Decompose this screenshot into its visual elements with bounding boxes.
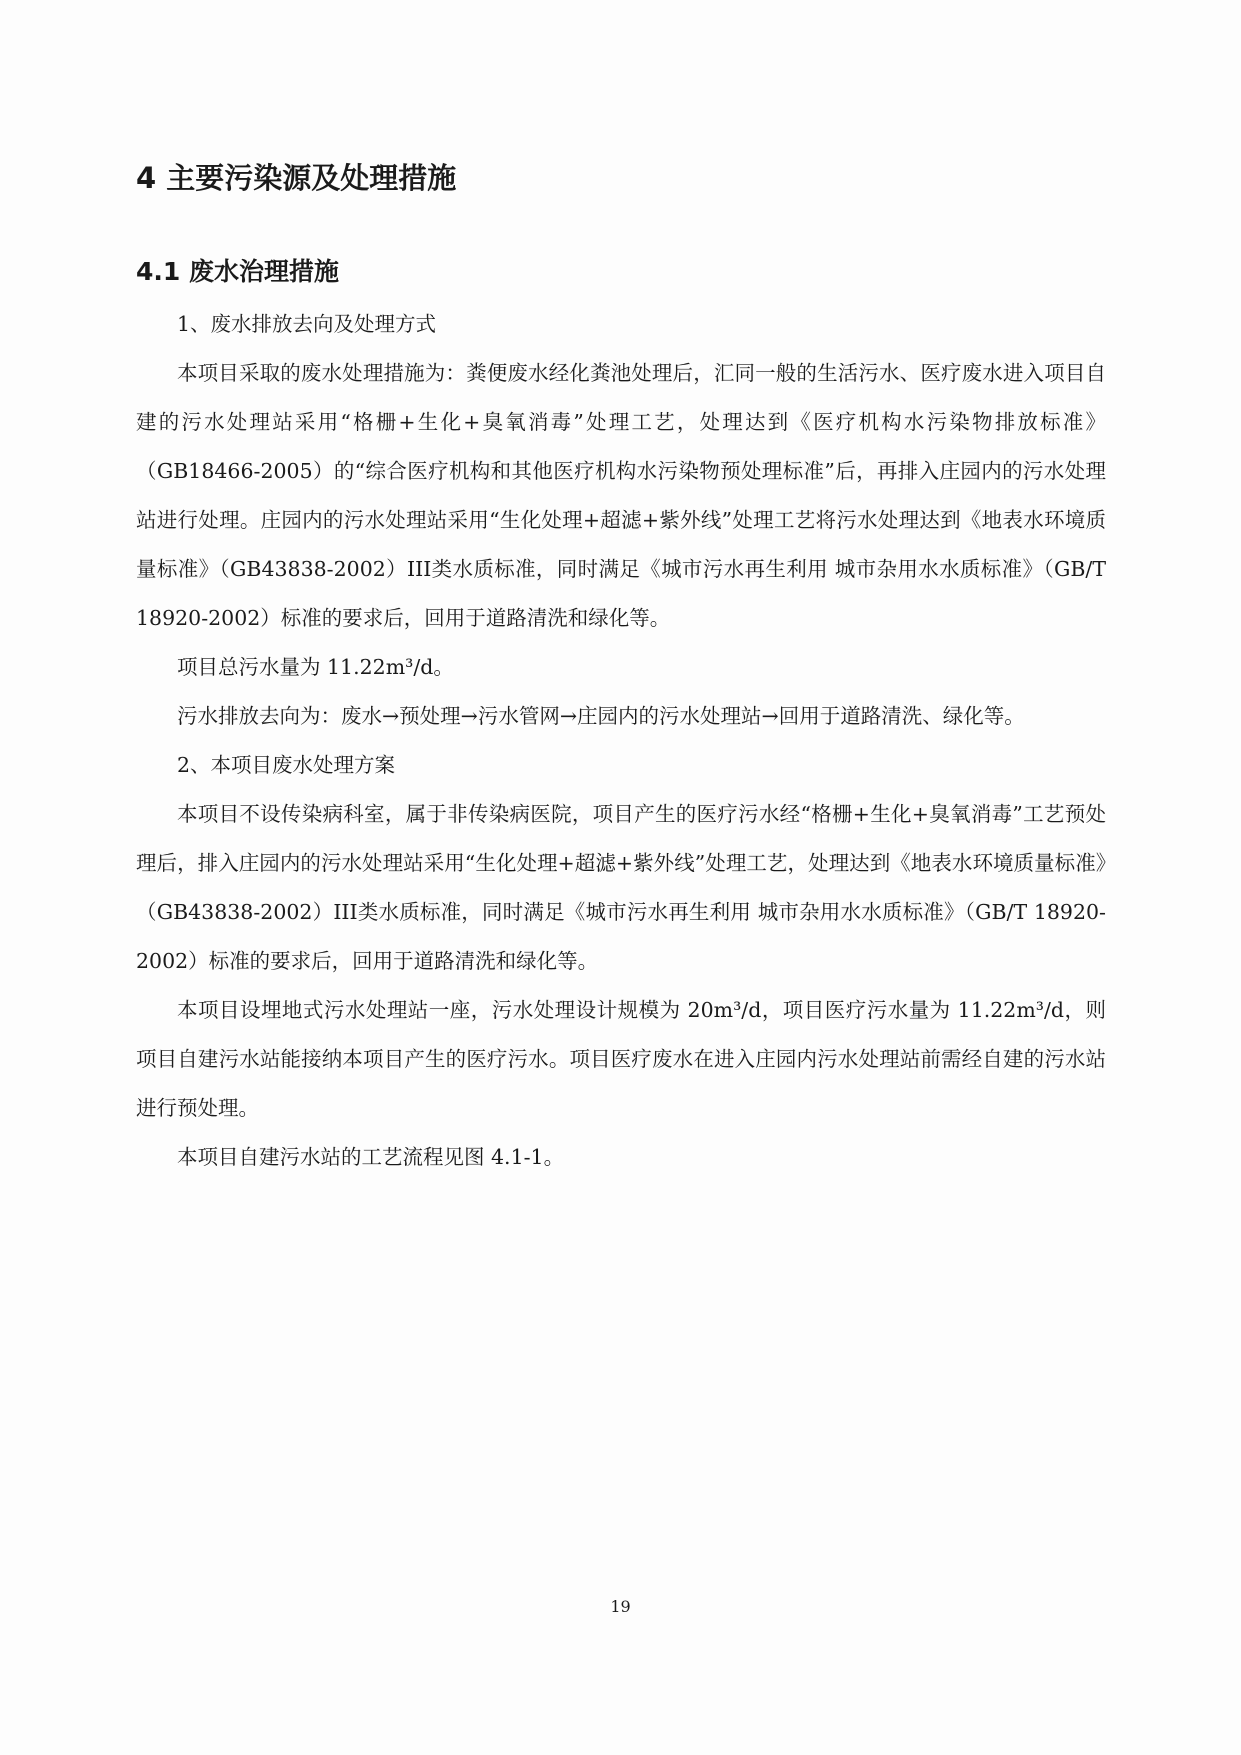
paragraph-7: 本项目设埋地式污水处理站一座，污水处理设计规模为 20m³/d，项目医疗污水量为 11.22m³/d，则项目自建污水站能接纳本项目产生的医疗污水。项目医疗废水在进入庄园内污水处理站前需经自建的污水站进行预处理。 — [136, 998, 1106, 1120]
paragraph-8: 本项目自建污水站的工艺流程见图 4.1-1。 — [177, 1145, 565, 1169]
paragraph-3: 项目总污水量为 11.22m³/d。 — [177, 655, 454, 679]
paragraph-5: 2、本项目废水处理方案 — [177, 753, 396, 777]
paragraph-2: 本项目采取的废水处理措施为：粪便废水经化粪池处理后，汇同一般的生活污水、医疗废水进入项目自建的污水处理站采用“格栅+生化+臭氧消毒”处理工艺，处理达到《医疗机构水污染物排放标准》（GB18466-2005）的“综合医疗机构和其他医疗机构水污染物预处理标准”后，再排入庄园内的污水处理站进行处理。庄园内的污水处理站采用“生化处理+超滤+紫外线”处理工艺将污水处理达到《地表水环境质量标准》（GB43838-2002）III类水质标准，同时满足《城市污水再生利用 城市杂用水水质标准》（GB/T 18920-2002）标准的要求后，回用于道路清洗和绿化等。 — [136, 361, 1106, 630]
page-number: 19 — [610, 1597, 631, 1616]
section-title: 4.1 废水治理措施 — [136, 257, 339, 286]
paragraph-6: 本项目不设传染病科室，属于非传染病医院，项目产生的医疗污水经“格栅+生化+臭氧消毒”工艺预处理后，排入庄园内的污水处理站采用“生化处理+超滤+紫外线”处理工艺，处理达到《地表水环境质量标准》（GB43838-2002）III类水质标准，同时满足《城市污水再生利用 城市杂用水水质标准》（GB/T 18920-2002）标准的要求后，回用于道路清洗和绿化等。 — [136, 802, 1106, 973]
chapter-title: 4 主要污染源及处理措施 — [136, 161, 457, 195]
paragraph-1: 1、废水排放去向及处理方式 — [177, 312, 437, 336]
page-content — [136, 150, 1106, 1182]
paragraph-4: 污水排放去向为：废水→预处理→污水管网→庄园内的污水处理站→回用于道路清洗、绿化等。 — [177, 704, 1025, 728]
